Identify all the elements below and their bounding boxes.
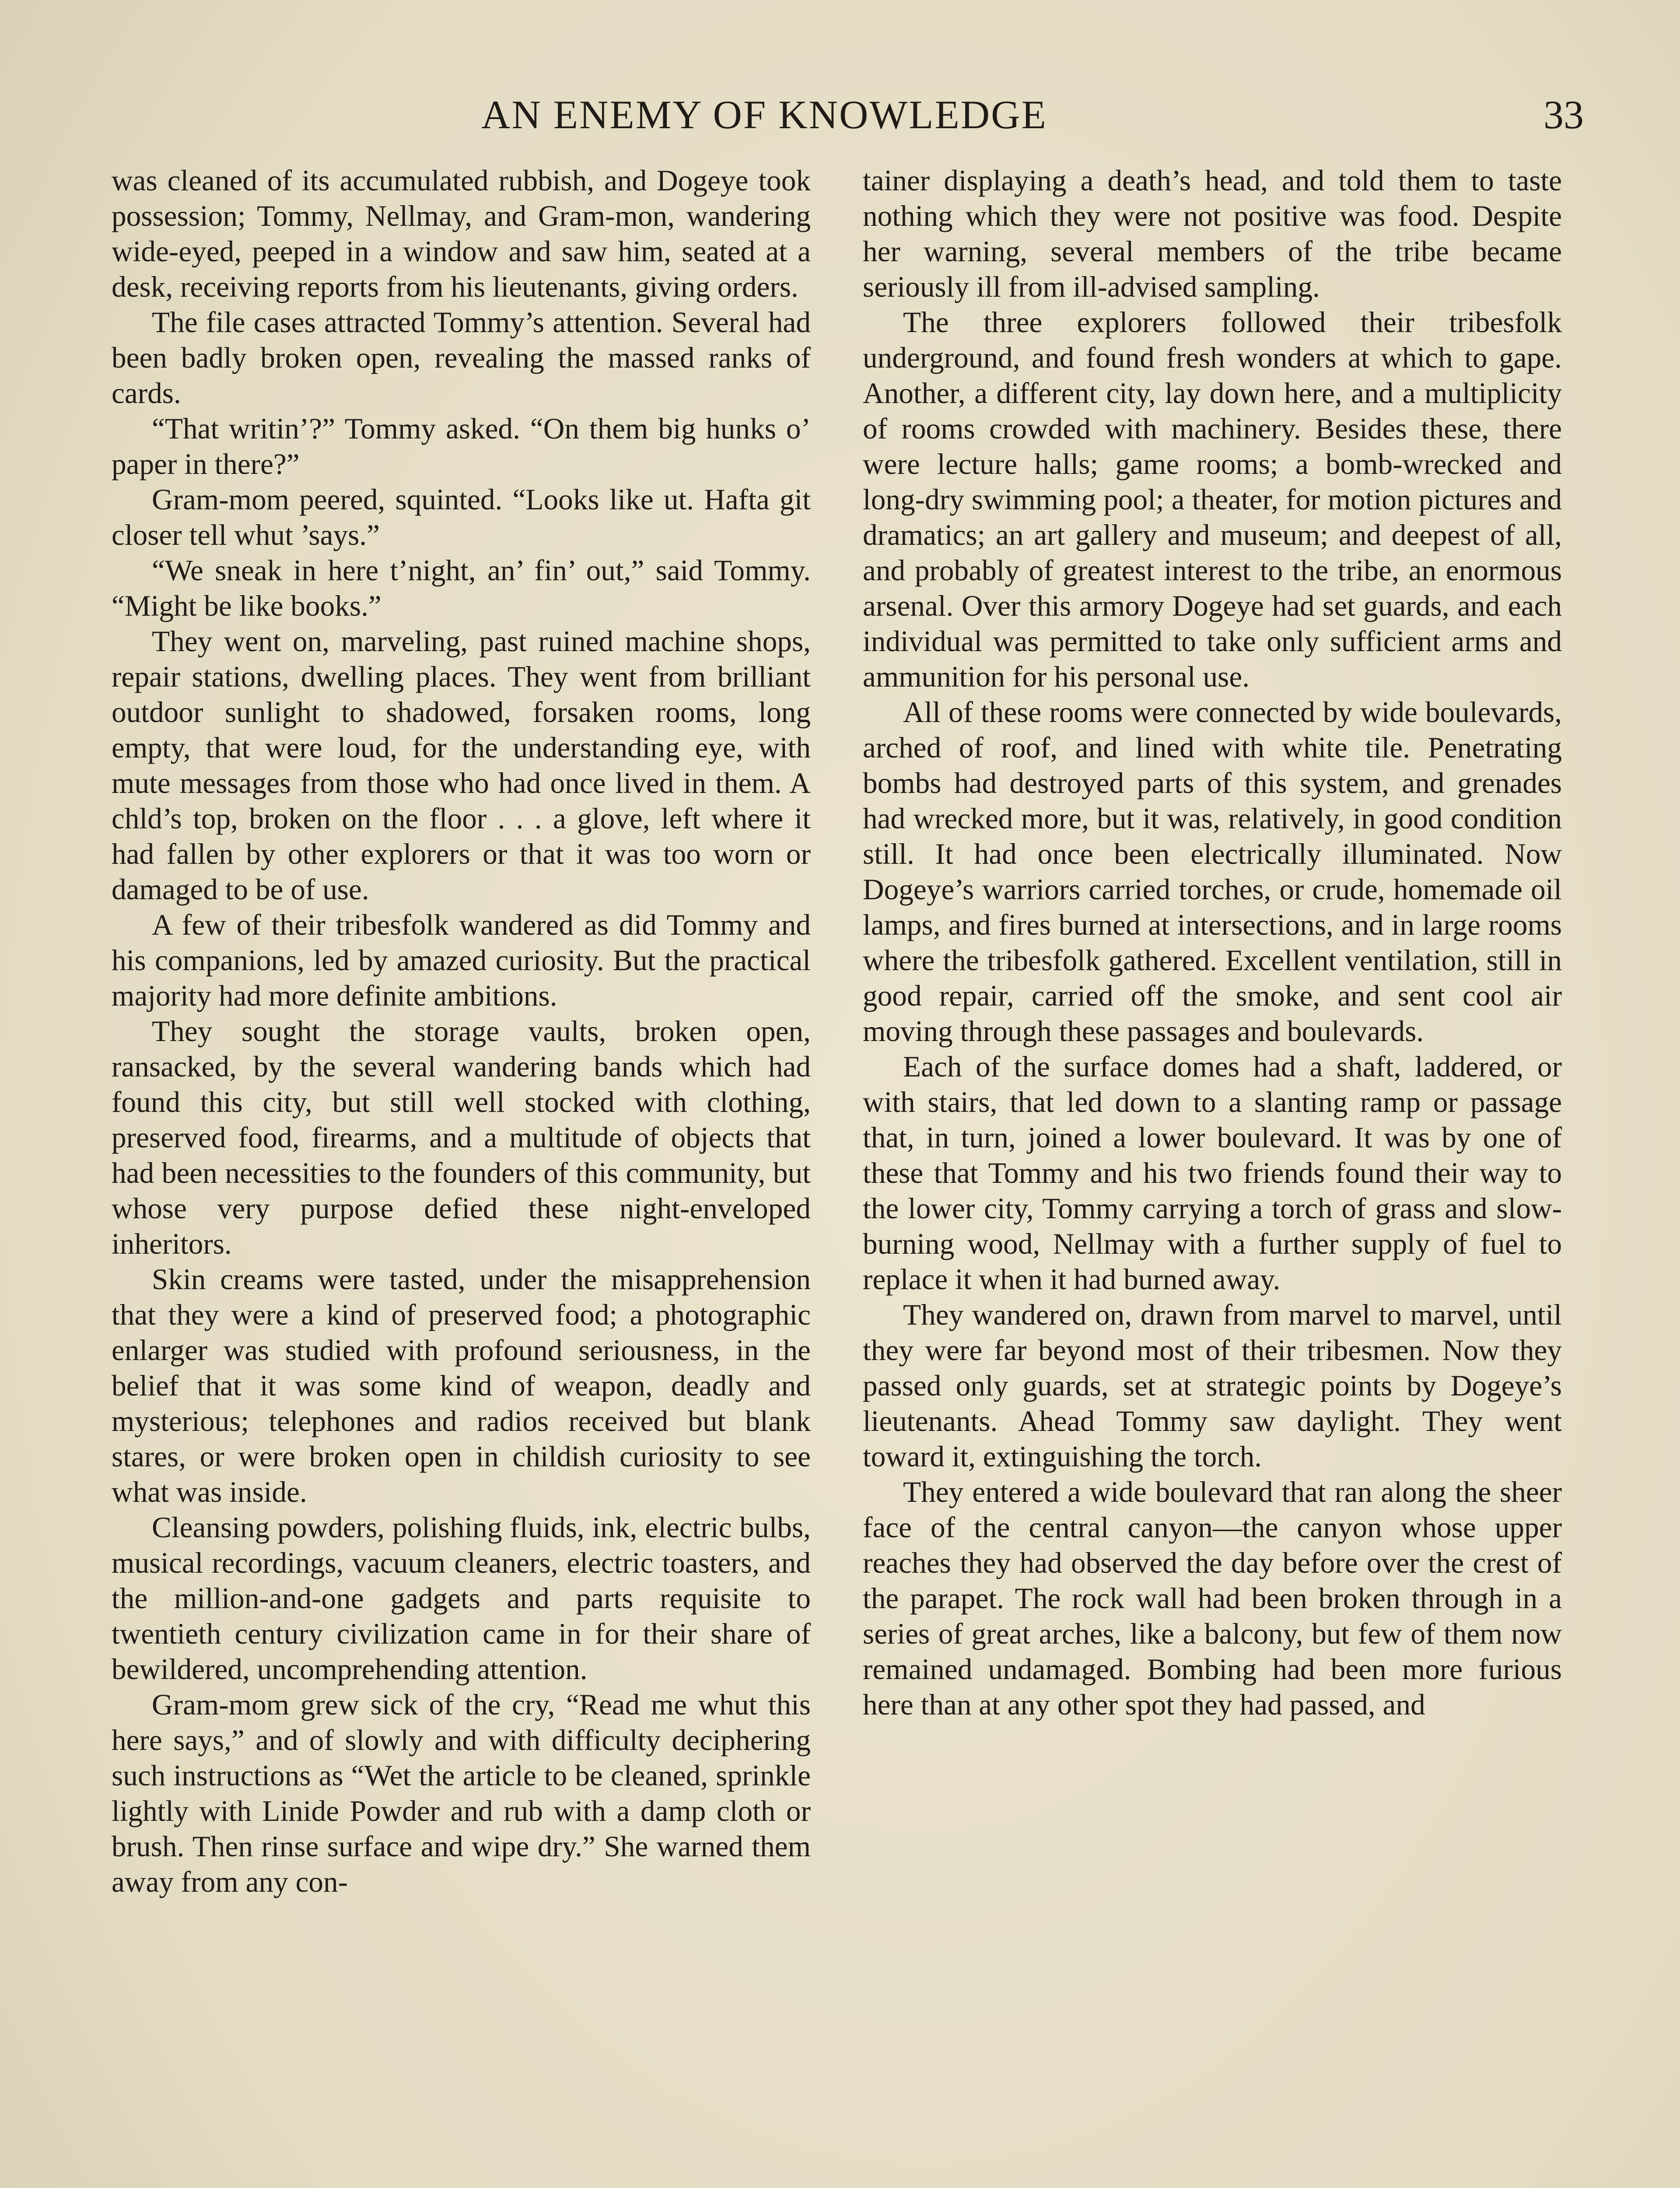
paragraph: They wandered on, drawn from marvel to marvel, until they were far beyond most of their tribesmen. Now they passed only guards, set at strategic points by Dogeye’s lieutenants. Ahead Tommy saw daylight. They went toward it, extinguishing the torch. bbox=[863, 1298, 1562, 1473]
paragraph: tainer displaying a death’s head, and told them to taste nothing which they were not positive was food. Despite her warning, several members of the tribe became seriously ill from ill-advised sampling. bbox=[863, 164, 1562, 303]
paragraph: They entered a wide boulevard that ran along the sheer face of the central canyon—the canyon whose upper reaches they had observed the day before over the crest of the parapet. The rock wall had been broken through in a series of great arches, like a balcony, but few of them now remained undamaged. Bombing had been more furious here than at any other spot they had passed, and bbox=[863, 1476, 1562, 1721]
paragraph: “We sneak in here t’night, an’ fin’ out,” said Tommy. “Might be like books.” bbox=[112, 554, 811, 622]
running-header bbox=[481, 84, 1584, 145]
paragraph: Each of the surface domes had a shaft, laddered, or with stairs, that led down to a slanting ramp or passage that, in turn, joined a lower boulevard. It was by one of these that Tommy and his two friends found their way to the lower city, Tommy carrying a torch of grass and slow-burning wood, Nellmay with a further supply of fuel to replace it when it had burned away. bbox=[863, 1050, 1562, 1296]
paragraph: All of these rooms were connected by wide boulevards, arched of roof, and lined with white tile. Penetrating bombs had destroyed parts of this system, and grenades had wrecked more, but it was, relatively, in good condition still. It had once been electrically illuminated. Now Dogeye’s warriors carried torches, or crude, homemade oil lamps, and fires burned at intersections, and in large rooms where the tribesfolk gathered. Excellent ventilation, still in good repair, carried off the smoke, and sent cool air moving through these passages and boulevards. bbox=[863, 696, 1562, 1048]
paragraph: Gram-mom peered, squinted. “Looks like ut. Hafta git closer tell whut ’says.” bbox=[112, 483, 811, 551]
paragraph: They went on, marveling, past ruined machine shops, repair stations, dwelling places. They went from brilliant outdoor sunlight to shadowed, forsaken rooms, long empty, that were loud, for the understanding eye, with mute messages from those who had once lived in them. A chld’s top, broken on the floor . . . a glove, left where it had fallen by other explorers or that it was too worn or damaged to be of use. bbox=[112, 625, 811, 906]
paragraph: “That writin’?” Tommy asked. “On them big hunks o’ paper in there?” bbox=[112, 412, 811, 480]
paragraph: Cleansing powders, polishing fluids, ink, electric bulbs, musical recordings, vacuum cleaners, electric toasters, and the million-and-one gadgets and parts requisite to twentieth century civilization came in for their share of bewildered, uncomprehending attention. bbox=[112, 1511, 811, 1686]
running-title: AN ENEMY OF KNOWLEDGE bbox=[481, 92, 1047, 137]
paragraph: Skin creams were tasted, under the misapprehension that they were a kind of preserved food; a photographic enlarger was studied with profound seriousness, in the belief that it was some kind of weapon, deadly and mysterious; telephones and radios received but blank stares, or were broken open in childish curiosity to see what was inside. bbox=[112, 1263, 811, 1508]
left-column bbox=[112, 163, 811, 1900]
paragraph: A few of their tribesfolk wandered as did Tommy and his companions, led by amazed curiosity. But the practical majority had more definite ambitions. bbox=[112, 908, 811, 1012]
paragraph: Gram-mom grew sick of the cry, “Read me whut this here says,” and of slowly and with difficulty deciphering such instructions as “Wet the article to be cleaned, sprinkle lightly with Linide Powder and rub with a damp cloth or brush. Then rinse surface and wipe dry.” She warned them away from any con- bbox=[112, 1688, 811, 1898]
page-number: 33 bbox=[1544, 92, 1584, 137]
paragraph: The three explorers followed their tribesfolk underground, and found fresh wonders at which to gape. Another, a different city, lay down here, and a multiplicity of rooms crowded with machinery. Besides these, there were lecture halls; game rooms; a bomb-wrecked and long-dry swimming pool; a theater, for motion pictures and dramatics; an art gallery and museum; and deepest of all, and probably of greatest interest to the tribe, an enormous arsenal. Over this armory Dogeye had set guards, and each individual was permitted to take only sufficient arms and ammunition for his personal use. bbox=[863, 306, 1562, 693]
right-column bbox=[863, 163, 1562, 1722]
paragraph: was cleaned of its accumulated rubbish, and Dogeye took possession; Tommy, Nellmay, and Gram-mon, wandering wide-eyed, peeped in a window and saw him, seated at a desk, receiving reports from his lieutenants, giving orders. bbox=[112, 164, 811, 303]
paragraph: They sought the storage vaults, broken open, ransacked, by the several wandering bands which had found this city, but still well stocked with clothing, preserved food, firearms, and a multitude of objects that had been necessities to the founders of this community, but whose very purpose defied these night-enveloped inheritors. bbox=[112, 1015, 811, 1260]
paragraph: The file cases attracted Tommy’s attention. Several had been badly broken open, revealing the massed ranks of cards. bbox=[112, 306, 811, 410]
